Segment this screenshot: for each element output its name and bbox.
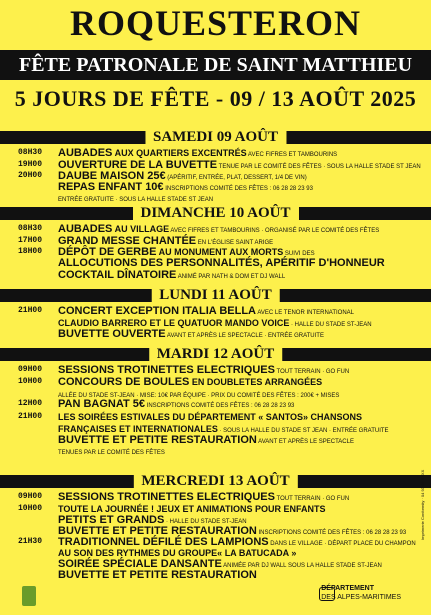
event-note: AVANT ET APRÈS LE SPECTACLE · ENTRÉE GRATUITE (165, 333, 324, 339)
event-note: ANIMÉ PAR NATH & DOM ET DJ WALL (176, 274, 286, 280)
event-title: BUVETTE ET PETITE RESTAURATION (58, 525, 257, 537)
day-label: MARDI 12 AOÛT (149, 346, 283, 362)
schedule-text (58, 329, 324, 341)
day-header (0, 348, 431, 361)
event-detail: CLAUDIO BARRERO ET LE QUATUOR MANDO VOICE (58, 318, 290, 328)
event-note: ANIMÉE PAR DJ WALL SOUS LA HALLE STADE ST-JEAN (221, 563, 382, 569)
event-detail: EN DOUBLETES ARRANGÉES (189, 377, 323, 387)
event-note: · SOUS LA HALLE DU STADE ST JEAN · ENTRÉE GRATUITE (217, 428, 389, 434)
schedule-text (58, 570, 257, 582)
printer-note: Imprimerie Conformity · 04 93 45 XXXX (420, 469, 425, 540)
poster-title: ROQUESTERON (69, 3, 362, 43)
event-note: TOUT TERRAIN · GO FUN (274, 496, 350, 502)
event-detail: AUX QUARTIERS EXCENTRÉS (112, 148, 247, 158)
event-title: COCKTAIL DÎNATOIRE (58, 269, 177, 281)
event-title: PETITS ET GRANDS (58, 514, 165, 526)
event-title: BUVETTE ET PETITE RESTAURATION (58, 569, 257, 581)
event-title: ALLOCUTIONS DES PERSONNALITÉS, APÉRITIF D'HONNEUR (58, 257, 385, 269)
schedule-time: 10H00 (18, 377, 43, 386)
schedule-time: 21H00 (18, 412, 43, 421)
schedule-text (58, 492, 349, 504)
event-note: AVEC LE TENOR INTERNATIONAL (256, 310, 355, 316)
schedule-time: 17H00 (18, 236, 43, 245)
event-note: SUIVI DES (283, 251, 315, 257)
event-note: AVEC FIFRES ET TAMBOURINS · ORGANISÉ PAR LE COMITÉ DES FÊTES (169, 228, 380, 234)
schedule-text (58, 412, 362, 424)
event-detail: AU MONUMENT AUX MORTS (156, 247, 284, 257)
department-line-1: DÉPARTEMENT (321, 585, 375, 592)
schedule-text (58, 377, 322, 389)
event-note: TENUE PAR LE COMITÉ DES FÊTES · SOUS LA HALLE STADE ST JEAN (217, 164, 421, 170)
schedule-time: 08H30 (18, 224, 43, 233)
poster-subtitle: FÊTE PATRONALE DE SAINT MATTHIEU (0, 50, 431, 80)
day-label: MERCREDI 13 AOÛT (133, 473, 297, 489)
event-note: · HALLE DU STADE ST-JEAN (164, 519, 247, 525)
day-header (0, 207, 431, 220)
event-title: SESSIONS TROTINETTES ELECTRIQUES (58, 364, 275, 376)
schedule-text (58, 193, 213, 205)
schedule-time: 10H00 (18, 504, 43, 513)
schedule-time: 21H00 (18, 306, 43, 315)
event-title: AUBADES (58, 147, 113, 159)
schedule-time: 19H00 (18, 160, 43, 169)
event-note: ALLÉE DU STADE ST-JEAN · MISE: 10€ PAR ÉQUIPE · PRIX DU COMITÉ DES FÊTES : 200€ + MISES (58, 393, 340, 399)
schedule-text (58, 306, 354, 318)
event-title: OUVERTURE DE LA BUVETTE (58, 159, 218, 171)
event-note: AVANT ET APRÈS LE SPECTACLE (256, 439, 354, 445)
event-title: DAUBE MAISON 25€ (58, 170, 166, 182)
event-note: TOUT TERRAIN · GO FUN (274, 369, 350, 375)
day-header (0, 289, 431, 302)
schedule-time: 20H00 (18, 171, 43, 180)
event-title: GRAND MESSE CHANTÉE (58, 235, 197, 247)
schedule-time: 21H30 (18, 537, 43, 546)
event-title: PAN BAGNAT 5€ (58, 398, 145, 410)
event-note: EN L'ÉGLISE SAINT ARIGE (196, 240, 274, 246)
event-title: CONCOURS DE BOULES (58, 376, 190, 388)
day-label: LUNDI 11 AOÛT (151, 287, 280, 303)
schedule-text (58, 446, 165, 458)
event-note: (APÉRITIF, ENTRÉE, PLAT, DESSERT, 1/4 DE VIN) (165, 175, 307, 181)
event-detail: LES SOIRÉES ESTIVALES DU DÉPARTEMENT « SANTOS» CHANSONS (58, 412, 363, 422)
event-title: SOIRÉE SPÉCIALE DANSANTE (58, 558, 222, 570)
event-title: REPAS ENFANT 10€ (58, 181, 164, 193)
schedule-time: 09H00 (18, 492, 43, 501)
event-note: TENUES PAR LE COMITÉ DES FÊTES (58, 450, 165, 456)
event-note: AVEC FIFRES ET TAMBOURINS (246, 152, 338, 158)
event-detail: TOUTE LA JOURNÉE ! JEUX ET ANIMATIONS POUR ENFANTS (58, 504, 326, 514)
event-title: TRADITIONNEL DÉFILÉ DES LAMPIONS (58, 536, 269, 548)
event-title: CONCERT EXCEPTION ITALIA BELLA (58, 305, 256, 317)
event-title: BUVETTE ET PETITE RESTAURATION (58, 434, 257, 446)
event-note: INSCRIPTIONS COMITÉ DES FÊTES : 06 28 28 23 93 (256, 530, 407, 536)
festival-dates: 5 JOURS DE FÊTE - 09 / 13 AOÛT 2025 (14, 86, 417, 111)
event-note: · HALLE DU STADE ST-JEAN (289, 322, 372, 328)
event-detail: FRANÇAISES ET INTERNATIONALES (58, 424, 218, 434)
schedule-time: 08H30 (18, 148, 43, 157)
day-header (0, 131, 431, 144)
schedule-time: 12H00 (18, 399, 43, 408)
event-detail: AU SON DES RYTHMES DU GROUPE« LA BATUCADA » (58, 548, 297, 558)
event-title: BUVETTE OUVERTE (58, 328, 166, 340)
day-header (0, 475, 431, 488)
day-label: SAMEDI 09 AOÛT (145, 129, 286, 145)
village-logo-icon (22, 586, 36, 606)
event-title: SESSIONS TROTINETTES ELECTRIQUES (58, 491, 275, 503)
department-line-2: DES ALPES-MARITIMES (321, 594, 401, 601)
event-title: AUBADES (58, 223, 113, 235)
schedule-text (58, 399, 294, 411)
event-note: ENTRÉE GRATUITE · SOUS LA HALLE STADE ST JEAN (58, 197, 214, 203)
schedule-text (58, 270, 285, 282)
event-note: DANS LE VILLAGE · DÉPART PLACE DU CHAMPON (268, 541, 416, 547)
event-detail: AU VILLAGE (112, 224, 170, 234)
day-label: DIMANCHE 10 AOÛT (132, 205, 298, 221)
department-credit (321, 584, 401, 602)
event-note: INSCRIPTIONS COMITÉ DES FÊTES : 06 28 28 23 93 (163, 186, 313, 192)
schedule-time: 09H00 (18, 365, 43, 374)
schedule-time: 18H00 (18, 247, 43, 256)
event-note: INSCRIPTIONS COMITÉ DES FÊTES : 06 28 28 23 93 (145, 403, 295, 409)
event-title: DÉPÔT DE GERBE (58, 246, 157, 258)
